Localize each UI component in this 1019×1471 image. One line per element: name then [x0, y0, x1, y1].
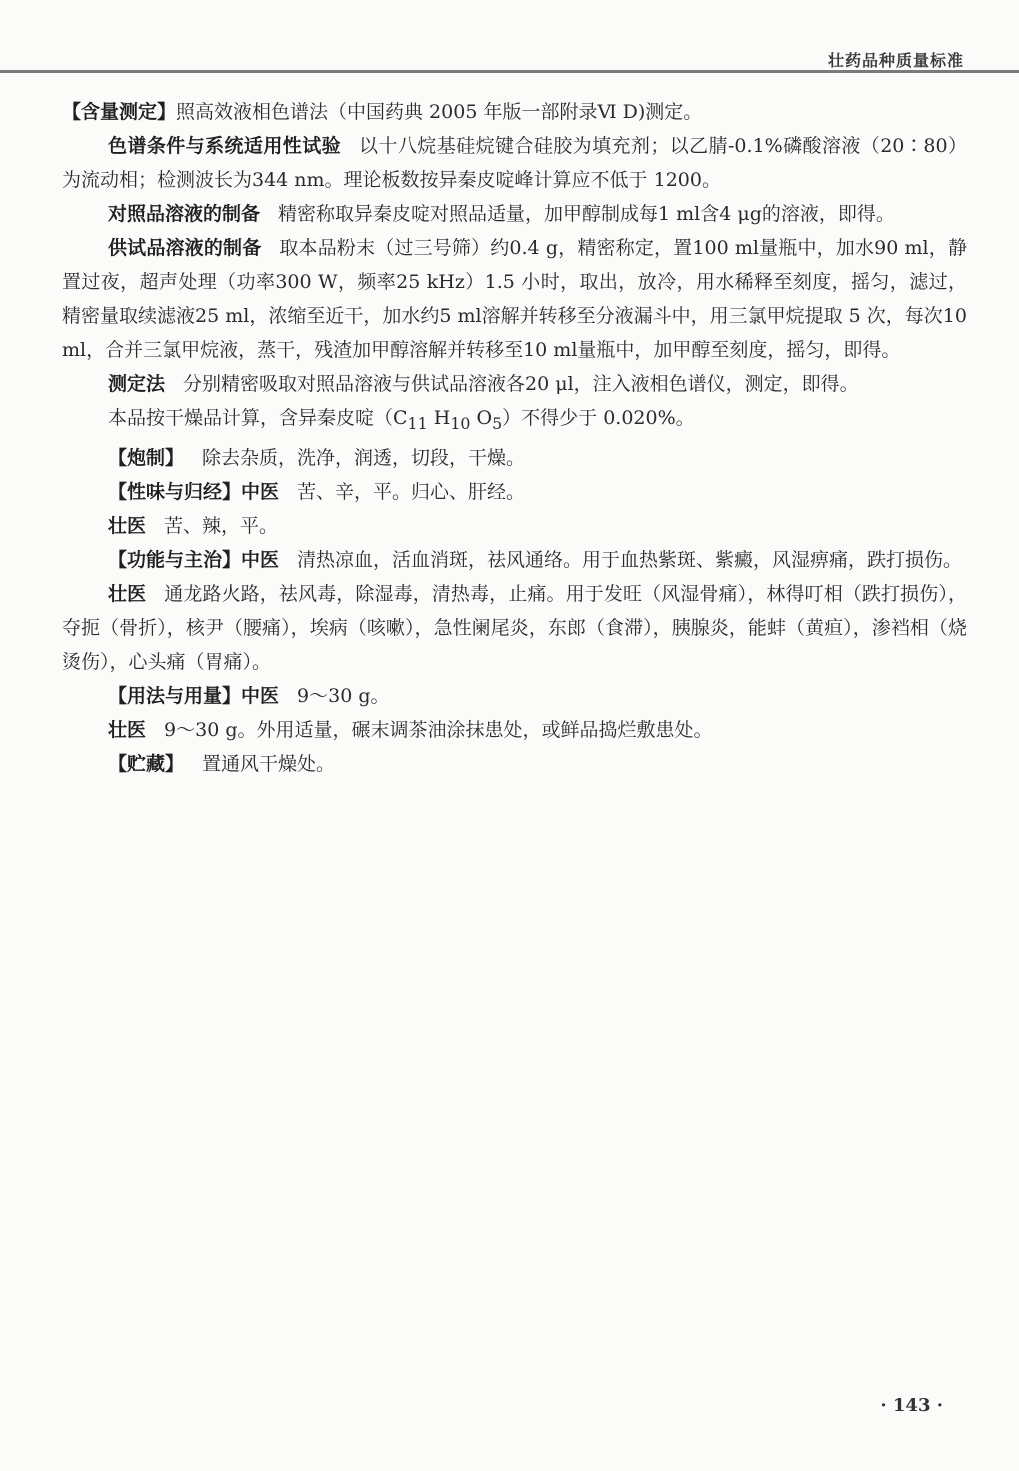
- nature-text: 苦、辛，平。归心、肝经。: [297, 480, 526, 503]
- chrom-paragraph: [62, 129, 967, 197]
- processing-paragraph: [62, 441, 967, 475]
- assay-text: 照高效液相色谱法（中国药典 2005 年版一部附录Ⅵ D)测定。: [176, 101, 703, 123]
- usage-label: 【用法与用量】: [108, 684, 242, 707]
- formula-h: H: [427, 407, 451, 429]
- method-label: 测定法: [108, 373, 166, 395]
- test-text: 取本品粉末（过三号筛）约0.4 g，精密称定，置100 ml量瓶中，加水90 ml，静置过夜，超声处理（功率300 W，频率25 kHz）1.5 小时，取出，放冷，用水稀释至刻度，摇匀，滤过，精密量取续滤液25 ml，浓缩至近干，加水约5 ml溶解并转移至分液漏斗中，用三氯甲烷提取 5 次，每次10 ml，合并三氯甲烷液，蒸干，残渣加甲醇溶解并转移至10 ml量瓶中，加甲醇至刻度，摇匀，即得。: [62, 237, 967, 361]
- content-limit-text-before: 本品按干燥品计算，含异秦皮啶（C: [108, 407, 408, 429]
- storage-paragraph: [62, 747, 967, 781]
- running-title: 壮药品种质量标准: [827, 51, 964, 70]
- chrom-text: 以十八烷基硅烷键合硅胶为填充剂；以乙腈-0.1%磷酸溶液（20∶80）为流动相；检测波长为344 nm。理论板数按异秦皮啶峰计算应不低于 1200。: [62, 135, 967, 191]
- test-paragraph: [62, 231, 967, 367]
- formula-o: O: [470, 407, 493, 429]
- chrom-label: 色谱条件与系统适用性试验: [108, 135, 342, 157]
- functions-text: 清热凉血，活血消斑，祛风通络。用于血热紫斑、紫癜，风湿痹痛，跌打损伤。: [297, 548, 963, 571]
- method-text: 分别精密吸取对照品溶液与供试品溶液各20 μl，注入液相色谱仪，测定，即得。: [183, 373, 859, 395]
- assay-paragraph: [62, 95, 967, 129]
- usage-zhuang-paragraph: [62, 713, 967, 747]
- nature-sub-label: 中医: [241, 480, 280, 503]
- usage-sub-label: 中医: [241, 684, 280, 707]
- usage-paragraph: [62, 679, 967, 713]
- usage-text: 9～30 g。: [297, 684, 390, 707]
- functions-label: 【功能与主治】: [108, 548, 242, 571]
- ref-label: 对照品溶液的制备: [108, 203, 261, 225]
- page-body: [62, 95, 967, 781]
- formula-sub-o: 5: [492, 413, 503, 433]
- content-limit-paragraph: [62, 401, 967, 441]
- usage-zhuang-text: 9～30 g。外用适量，碾末调茶油涂抹患处，或鲜品捣烂敷患处。: [164, 718, 713, 741]
- page-number: · 143 ·: [880, 1395, 943, 1416]
- processing-label: 【炮制】: [108, 446, 185, 469]
- functions-sub-label: 中医: [241, 548, 280, 571]
- content-limit-text-after: ）不得少于 0.020%。: [502, 407, 695, 429]
- nature-label: 【性味与归经】: [108, 480, 242, 503]
- formula-sub-h: 10: [450, 413, 471, 433]
- ref-paragraph: [62, 197, 967, 231]
- functions-zhuang-paragraph: [62, 577, 967, 679]
- nature-zhuang-label: 壮医: [108, 514, 147, 537]
- usage-zhuang-label: 壮医: [108, 718, 147, 741]
- assay-label: 【含量测定】: [62, 101, 177, 123]
- storage-label: 【贮藏】: [108, 752, 185, 775]
- formula-sub-c: 11: [407, 413, 428, 433]
- storage-text: 置通风干燥处。: [202, 752, 336, 775]
- test-label: 供试品溶液的制备: [108, 237, 262, 259]
- nature-paragraph: [62, 475, 967, 509]
- functions-zhuang-label: 壮医: [108, 582, 147, 605]
- processing-text: 除去杂质，洗净，润透，切段，干燥。: [202, 446, 526, 469]
- method-paragraph: [62, 367, 967, 401]
- nature-zhuang-text: 苦、辣，平。: [164, 514, 279, 537]
- nature-zhuang-paragraph: [62, 509, 967, 543]
- functions-paragraph: [62, 543, 967, 577]
- ref-text: 精密称取异秦皮啶对照品适量，加甲醇制成每1 ml含4 μg的溶液，即得。: [278, 203, 895, 225]
- functions-zhuang-text: 通龙路火路，祛风毒，除湿毒，清热毒，止痛。用于发旺（风湿骨痛），林得叮相（跌打损伤），夺扼（骨折），核尹（腰痛），埃病（咳嗽），急性阑尾炎，东郎（食滞），胰腺炎，能蚌（黄疸），渗裆相（烧烫伤），心头痛（胃痛）。: [62, 582, 967, 673]
